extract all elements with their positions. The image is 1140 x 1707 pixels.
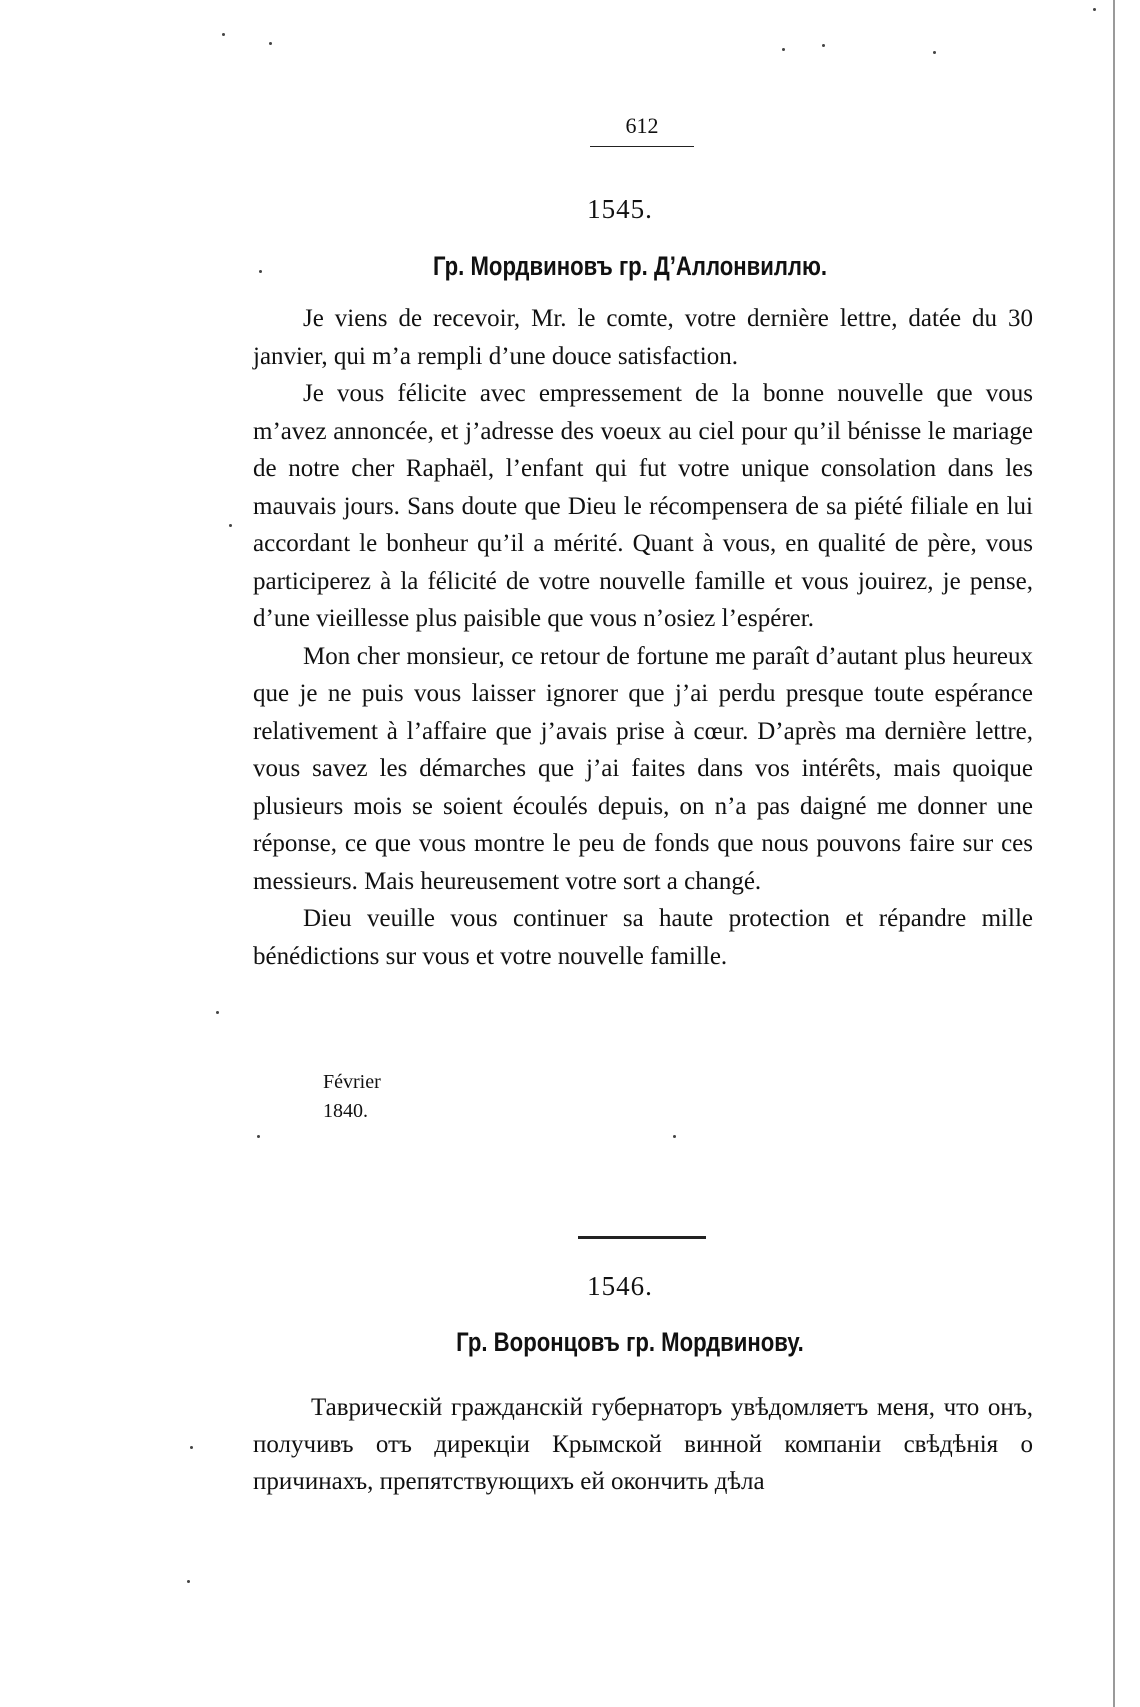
scan-speck: [673, 1135, 676, 1138]
scan-speck: [257, 1135, 260, 1138]
letter-date: [323, 1068, 443, 1126]
paragraph: Таврическій гражданскій губернаторъ увѣдомляетъ меня, что онъ, получивъ отъ дирекціи Крымской винной компаніи свѣдѣнія о причинахъ, препятствующихъ ей окончить дѣла: [253, 1394, 1033, 1495]
date-year: 1840.: [323, 1100, 368, 1122]
scan-speck: [222, 33, 225, 36]
letter-number: 1546.: [587, 1271, 653, 1301]
scan-speck: [933, 51, 936, 54]
scan-speck: [190, 1446, 193, 1449]
scan-speck: [259, 270, 262, 273]
page-edge-line: [1113, 0, 1115, 1707]
scan-speck: [216, 1011, 219, 1014]
paragraph: Je vous félicite avec empressement de la bonne nouvelle que vous m’avez annoncée, et j’adresse des voeux au ciel pour qu’il bénisse le mariage de notre cher Raphaël, l’enfant qui fut votre unique consolation dans les mauvais jours. Sans doute que Dieu le récompensera de sa piété filiale en lui accordant le bonheur qu’il a mérité. Quant à vous, en qualité de père, vous participerez à la félicité de votre nouvelle famille et vous jouirez, je pense, d’une vieillesse plus paisible que vous n’osiez l’espérer.: [253, 380, 1033, 632]
page-number: 612: [590, 112, 694, 147]
letter-heading: Гр. Мордвиновъ гр. Д’Аллонвиллю.: [432, 251, 828, 281]
letter-number: 1545.: [587, 194, 653, 224]
date-month: Février: [323, 1071, 381, 1093]
paragraph: Dieu veuille vous continuer sa haute protection et répandre mille bénédictions sur vous et votre nouvelle famille.: [253, 905, 1033, 970]
paragraph: Je viens de recevoir, Mr. le comte, votre dernière lettre, datée du 30 janvier, qui m’a rempli d’une douce satisfaction.: [253, 305, 1033, 370]
letter-body: [253, 300, 1033, 975]
scan-speck: [269, 42, 272, 45]
scan-speck: [187, 1580, 190, 1583]
scan-speck: [1093, 8, 1096, 11]
scan-speck: [229, 524, 232, 527]
letter-body: [253, 1389, 1033, 1500]
letter-heading: Гр. Воронцовъ гр. Мордвинову.: [456, 1327, 804, 1357]
paragraph: Mon cher monsieur, ce retour de fortune me paraît d’autant plus heureux que je ne puis vous laisser ignorer que j’ai perdu presque toute espérance relativement à l’affaire que j’avais prise à cœur. D’après ma dernière lettre, vous savez les démarches que j’ai faites dans vos intérêts, mais quoique plusieurs mois se soient écoulés depuis, on n’a pas daigné me donner une réponse, ce que vous montre le peu de fonds que nous pouvons faire sur ces messieurs. Mais heureusement votre sort a changé.: [253, 642, 1033, 895]
scan-speck: [822, 44, 825, 47]
scan-speck: [782, 48, 785, 51]
section-separator: [578, 1236, 706, 1239]
